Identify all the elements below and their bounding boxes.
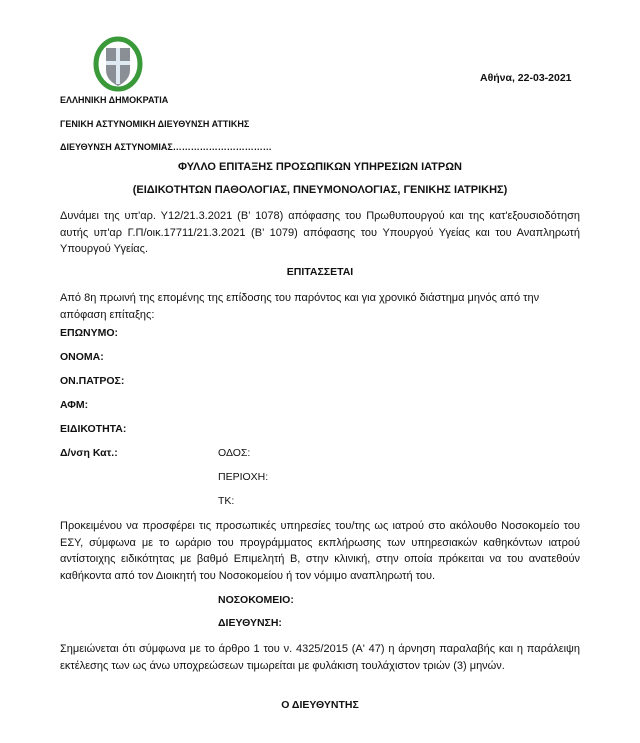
field-name: ΟΝΟΜΑ:	[60, 351, 104, 363]
header-line-2: ΓΕΝΙΚΗ ΑΣΤΥΝΟΜΙΚΗ ΔΙΕΥΘΥΝΣΗ ΑΤΤΙΚΗΣ	[60, 119, 250, 129]
order-heading: ΕΠΙΤΑΣΣΕΤΑΙ	[286, 266, 354, 278]
greek-emblem-icon	[93, 36, 143, 92]
signature-title: Ο ΔΙΕΥΘΥΝΤΗΣ	[281, 699, 359, 711]
field-address: Δ/νση Κατ.:	[60, 447, 118, 459]
preamble-paragraph: Δυνάμει της υπ'αρ. Υ12/21.3.2021 (Β’ 1078) απόφασης του Πρωθυπουργού και της κατ'εξουσιοδότηση αυτής υπ'αρ Γ.Π/οικ.17711/21.3.2021 (Β’ 1079) απόφασης του Υπουργού Υγείας και του Αναπληρωτή Υπουργού Υγείας.	[60, 210, 580, 255]
field-specialty: ΕΙΔΙΚΟΤΗΤΑ:	[60, 423, 127, 435]
field-zip: ΤΚ:	[218, 495, 235, 507]
hospital-address-label: ΔΙΕΥΘΥΝΣΗ:	[218, 617, 282, 629]
notice-paragraph: Σημειώνεται ότι σύμφωνα με το άρθρο 1 του ν. 4325/2015 (Α' 47) η άρνηση παραλαβής και η παράλειψη εκτέλεσης των ως άνω υποχρεώσεων τιμωρείται με φυλάκιση τουλάχιστον τριών (3) μηνών.	[60, 643, 580, 672]
field-street: ΟΔΟΣ:	[218, 447, 251, 459]
field-surname: ΕΠΩΝΥΜΟ:	[60, 327, 119, 339]
field-afm: ΑΦΜ:	[60, 399, 89, 411]
order-intro: Από 8η πρωινή της επομένης της επίδοσης του παρόντος και για χρονικό διάστημα μηνός από την απόφαση επίταξης:	[60, 292, 540, 321]
document-date: Αθήνα, 22-03-2021	[480, 72, 572, 84]
field-father-name: ΟΝ.ΠΑΤΡΟΣ:	[60, 375, 125, 387]
header-line-3: ΔΙΕΥΘΥΝΣΗ ΑΣΤΥΝΟΜΙΑΣ……………………………	[60, 142, 272, 152]
document-subtitle: (ΕΙΔΙΚΟΤΗΤΩΝ ΠΑΘΟΛΟΓΙΑΣ, ΠΝΕΥΜΟΝΟΛΟΓΙΑΣ, ΓΕΝΙΚΗΣ ΙΑΤΡΙΚΗΣ)	[132, 184, 508, 196]
document-title: ΦΥΛΛΟ ΕΠΙΤΑΞΗΣ ΠΡΟΣΩΠΙΚΩΝ ΥΠΗΡΕΣΙΩΝ ΙΑΤΡΩΝ	[177, 161, 463, 173]
field-area: ΠΕΡΙΟΧΗ:	[218, 471, 269, 483]
header-line-1: ΕΛΛΗΝΙΚΗ ΔΗΜΟΚΡΑΤΙΑ	[60, 95, 169, 105]
hospital-label: ΝΟΣΟΚΟΜΕΙΟ:	[218, 594, 294, 606]
body-paragraph: Προκειμένου να προσφέρει τις προσωπικές υπηρεσίες του/της ως ιατρού στο ακόλουθο Νοσοκομείο του ΕΣΥ, σύμφωνα με το ωράριο του προγράμματος εκπλήρωσης των υπηρεσιακών καθηκόντων ιατρού αντίστοιχης ειδικότητας με βαθμό Επιμελητή Β, στην κλινική, στην οποία πρόκειται να του ανατεθούν καθήκοντα από τον Διοικητή του Νοσοκομείου ή τον νόμιμο αναπληρωτή του.	[60, 520, 580, 582]
